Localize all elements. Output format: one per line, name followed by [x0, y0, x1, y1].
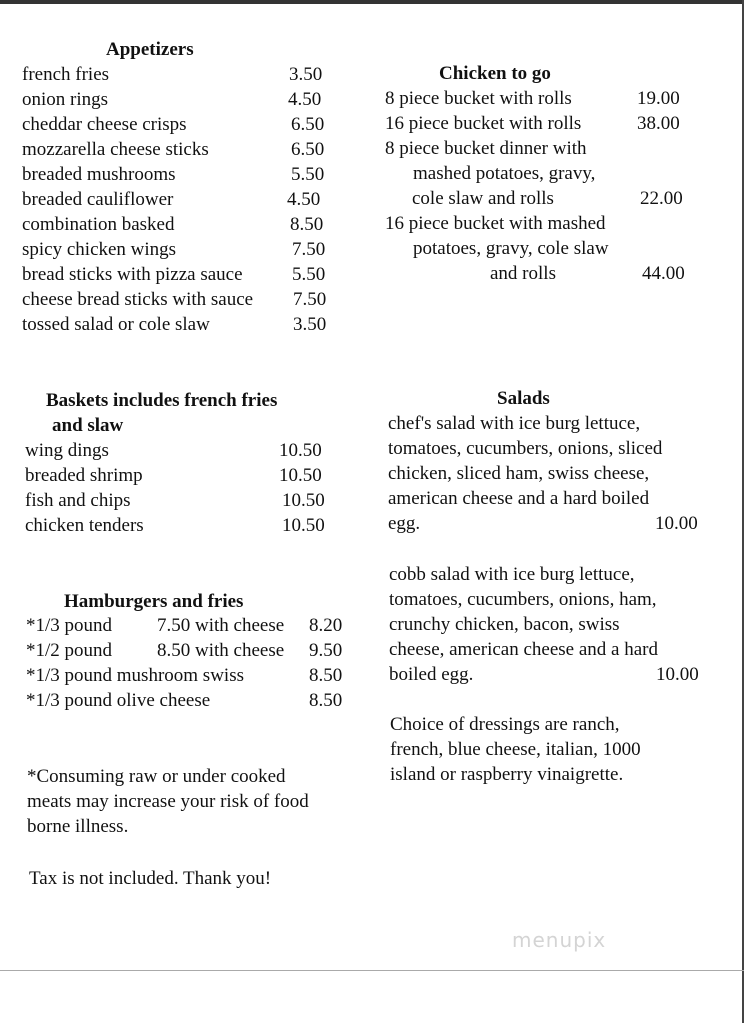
appetizer-name: breaded cauliflower: [22, 189, 174, 210]
dressing-line: Choice of dressings are ranch,: [390, 714, 620, 735]
chicken-line: 16 piece bucket with rolls: [385, 113, 582, 134]
basket-name: chicken tenders: [25, 515, 144, 536]
salad-line: boiled egg.: [389, 664, 474, 685]
scan-edge-bottom: [0, 970, 744, 971]
burger-name: *1/3 pound olive cheese: [26, 690, 211, 711]
appetizer-price: 7.50: [293, 289, 327, 310]
baskets-heading-line2: and slaw: [52, 415, 124, 436]
salad-line: chicken, sliced ham, swiss cheese,: [388, 463, 650, 484]
chicken-price: 22.00: [640, 188, 683, 209]
appetizers-heading: Appetizers: [106, 39, 194, 60]
salad-line: cheese, american cheese and a hard: [389, 639, 658, 660]
appetizer-price: 8.50: [290, 214, 324, 235]
baskets-heading: Baskets includes french fries: [46, 390, 278, 411]
appetizer-price: 5.50: [292, 264, 326, 285]
appetizer-name: bread sticks with pizza sauce: [22, 264, 243, 285]
burger-base-price: 7.50 with cheese: [157, 615, 285, 636]
appetizer-name: spicy chicken wings: [22, 239, 177, 260]
burger-name: *1/3 pound: [26, 615, 113, 636]
burger-price: 8.50: [309, 665, 343, 686]
chicken-line: 8 piece bucket with rolls: [385, 88, 572, 109]
salad-price: 10.00: [656, 664, 699, 685]
chicken-line: 8 piece bucket dinner with: [385, 138, 587, 159]
appetizer-price: 7.50: [292, 239, 326, 260]
chicken-line: 16 piece bucket with mashed: [385, 213, 606, 234]
chicken-line: and rolls: [490, 263, 556, 284]
appetizer-price: 3.50: [293, 314, 327, 335]
tax-note: Tax is not included. Thank you!: [29, 868, 272, 889]
appetizer-name: cheese bread sticks with sauce: [22, 289, 254, 310]
appetizer-price: 4.50: [287, 189, 321, 210]
burger-base-price: 8.50 with cheese: [157, 640, 285, 661]
chicken-line: cole slaw and rolls: [412, 188, 554, 209]
burger-name: *1/2 pound: [26, 640, 113, 661]
chicken-line: potatoes, gravy, cole slaw: [413, 238, 609, 259]
basket-price: 10.50: [282, 515, 325, 536]
warning-line: meats may increase your risk of food: [27, 791, 309, 812]
appetizer-price: 6.50: [291, 139, 325, 160]
appetizer-name: french fries: [22, 64, 110, 85]
appetizer-price: 4.50: [288, 89, 322, 110]
burger-price: 8.20: [309, 615, 343, 636]
chicken-price: 19.00: [637, 88, 680, 109]
basket-price: 10.50: [279, 465, 322, 486]
dressing-line: french, blue cheese, italian, 1000: [390, 739, 641, 760]
warning-line: *Consuming raw or under cooked: [27, 766, 286, 787]
chicken-price: 44.00: [642, 263, 685, 284]
salad-line: cobb salad with ice burg lettuce,: [389, 564, 635, 585]
burger-price: 8.50: [309, 690, 343, 711]
basket-name: wing dings: [25, 440, 109, 461]
chicken-price: 38.00: [637, 113, 680, 134]
appetizer-name: mozzarella cheese sticks: [22, 139, 209, 160]
basket-name: breaded shrimp: [25, 465, 143, 486]
menupix-watermark: menupix: [512, 928, 607, 952]
appetizer-name: combination basked: [22, 214, 175, 235]
basket-price: 10.50: [279, 440, 322, 461]
scan-edge-top: [0, 0, 744, 4]
salad-price: 10.00: [655, 513, 698, 534]
salad-line: american cheese and a hard boiled: [388, 488, 650, 509]
hamburgers-heading: Hamburgers and fries: [64, 591, 244, 612]
appetizer-name: onion rings: [22, 89, 109, 110]
salad-line: egg.: [388, 513, 421, 534]
salad-line: chef's salad with ice burg lettuce,: [388, 413, 641, 434]
basket-price: 10.50: [282, 490, 325, 511]
chicken-line: mashed potatoes, gravy,: [413, 163, 596, 184]
burger-name: *1/3 pound mushroom swiss: [26, 665, 244, 686]
burger-price: 9.50: [309, 640, 343, 661]
appetizer-name: tossed salad or cole slaw: [22, 314, 210, 335]
dressing-line: island or raspberry vinaigrette.: [390, 764, 624, 785]
salad-line: tomatoes, cucumbers, onions, sliced: [388, 438, 663, 459]
appetizer-name: cheddar cheese crisps: [22, 114, 187, 135]
chicken-heading: Chicken to go: [439, 63, 551, 84]
appetizer-price: 3.50: [289, 64, 323, 85]
salad-line: crunchy chicken, bacon, swiss: [389, 614, 620, 635]
appetizer-name: breaded mushrooms: [22, 164, 176, 185]
appetizer-price: 6.50: [291, 114, 325, 135]
appetizer-price: 5.50: [291, 164, 325, 185]
salads-heading: Salads: [497, 388, 550, 409]
salad-line: tomatoes, cucumbers, onions, ham,: [389, 589, 657, 610]
basket-name: fish and chips: [25, 490, 131, 511]
warning-line: borne illness.: [27, 816, 129, 837]
